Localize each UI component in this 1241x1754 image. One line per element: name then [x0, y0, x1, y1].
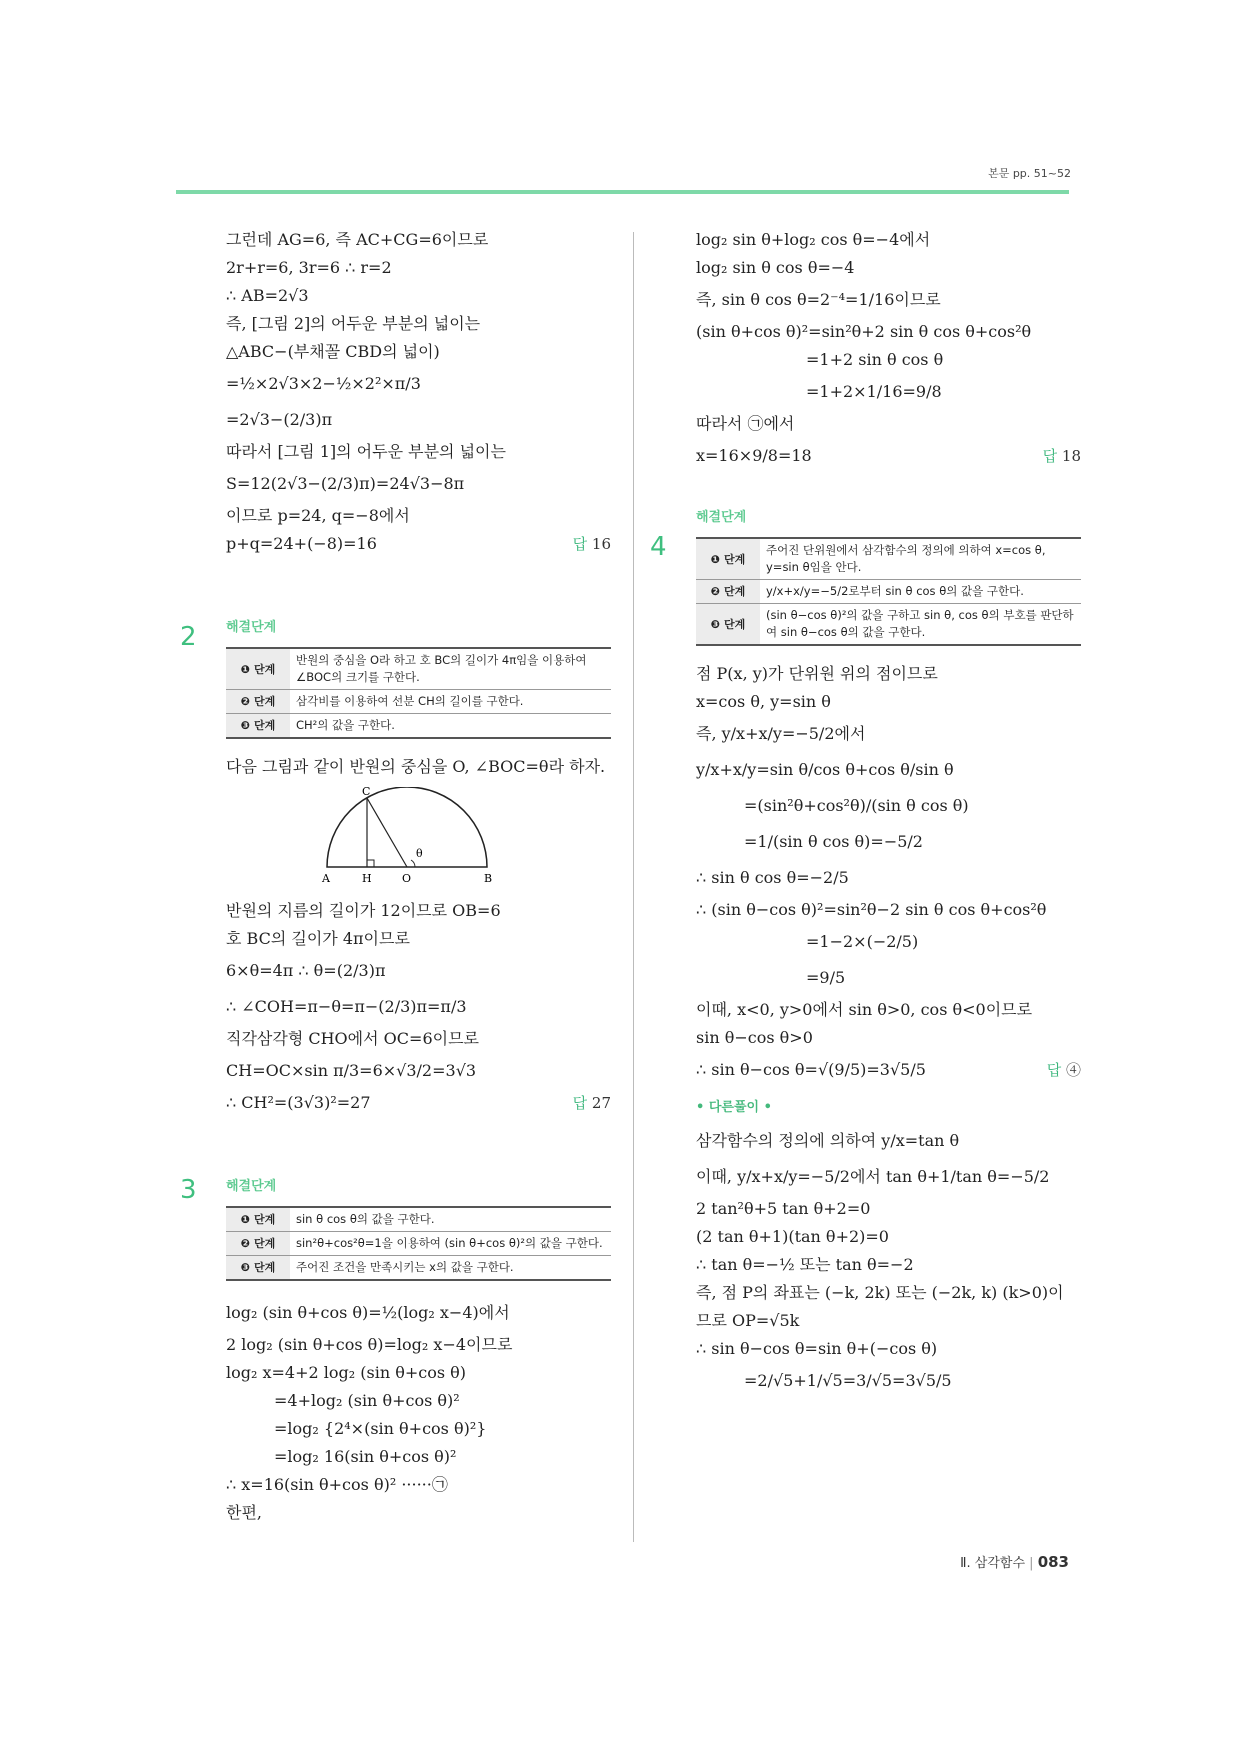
- step-text: sin²θ+cos²θ=1을 이용하여 (sin θ+cos θ)²의 값을 구한다.: [290, 1232, 611, 1256]
- p1-line: △ABC−(부채꼴 CBD의 넓이): [226, 342, 440, 361]
- step-text: 주어진 조건을 만족시키는 x의 값을 구한다.: [290, 1256, 611, 1281]
- p2-line: 다음 그림과 같이 반원의 중심을 O, ∠BOC=θ라 하자.: [226, 757, 606, 776]
- p1-line: =2√3−(2/3)π: [226, 410, 333, 429]
- p2-steps-table: [226, 647, 611, 739]
- step-label: ❷ 단계: [226, 690, 290, 714]
- p4-alt-line: 즉, 점 P의 좌표는 (−k, 2k) 또는 (−2k, k) (k>0)이: [696, 1283, 1064, 1302]
- p1-answer: 답 16: [572, 535, 611, 553]
- p4-line: =(sin²θ+cos²θ)/(sin θ cos θ): [744, 796, 969, 815]
- p3c-line: 즉, sin θ cos θ=2⁻⁴=1/16이므로: [696, 290, 941, 309]
- segment-co: [367, 798, 407, 867]
- p3-line: ∴ x=16(sin θ+cos θ)² ······㉠: [226, 1475, 448, 1494]
- problem-number: 3: [180, 1175, 197, 1205]
- p2-line: 직각삼각형 CHO에서 OC=6이므로: [226, 1029, 479, 1048]
- p4-final-line: [696, 1054, 1081, 1086]
- label-a: A: [322, 872, 330, 885]
- p4-line: ∴ sin θ cos θ=−2/5: [696, 868, 849, 887]
- p4-alt-line: 2 tan²θ+5 tan θ+2=0: [696, 1199, 871, 1218]
- problem-number: 4: [650, 532, 667, 562]
- p4-line: =1/(sin θ cos θ)=−5/2: [744, 832, 923, 851]
- page-footer: Ⅱ. 삼각함수 | 083: [960, 1553, 1069, 1571]
- p4-steps-table: [696, 537, 1081, 646]
- p1-line: ∴ AB=2√3: [226, 286, 309, 305]
- p3-line: log₂ (sin θ+cos θ)=½(log₂ x−4)에서: [226, 1303, 510, 1322]
- p3c-line: log₂ sin θ+log₂ cos θ=−4에서: [696, 230, 931, 249]
- p3c-line: (sin θ+cos θ)²=sin²θ+2 sin θ cos θ+cos²θ: [696, 322, 1032, 341]
- p2-result: ∴ CH²=(3√3)²=27: [226, 1093, 371, 1112]
- page-reference: 본문 pp. 51~52: [988, 167, 1071, 180]
- p2-stage-label: 해결단계: [226, 620, 277, 635]
- p4-answer: 답 ④: [1046, 1061, 1081, 1079]
- label-b: B: [484, 872, 493, 885]
- p4-alt-line: =2/√5+1/√5=3/√5=3√5/5: [744, 1371, 952, 1390]
- step-text: 주어진 단위원에서 삼각함수의 정의에 의하여 x=cos θ, y=sin θ임을 안다.: [760, 538, 1081, 580]
- p3-steps-table: [226, 1206, 611, 1281]
- p4-result: ∴ sin θ−cos θ=√(9/5)=3√5/5: [696, 1060, 926, 1079]
- step-label: ❷ 단계: [226, 1232, 290, 1256]
- p4-alt-line: 삼각함수의 정의에 의하여 y/x=tan θ: [696, 1131, 960, 1150]
- step-text: 삼각비를 이용하여 선분 CH의 길이를 구한다.: [290, 690, 611, 714]
- p2-line: CH=OC×sin π/3=6×√3/2=3√3: [226, 1061, 477, 1080]
- p4-alt-line: 이때, y/x+x/y=−5/2에서 tan θ+1/tan θ=−5/2: [696, 1167, 1050, 1186]
- p4-alt-line: 므로 OP=√5k: [696, 1311, 800, 1330]
- semicircle-arc: [327, 787, 487, 867]
- p3c-line: log₂ sin θ cos θ=−4: [696, 258, 855, 277]
- p4-alt-line: ∴ sin θ−cos θ=sin θ+(−cos θ): [696, 1339, 938, 1358]
- header-rule: [176, 190, 1069, 194]
- step-text: y/x+x/y=−5/2로부터 sin θ cos θ의 값을 구한다.: [760, 580, 1081, 604]
- p3-answer: 답 18: [1042, 447, 1081, 465]
- p4-line: ∴ (sin θ−cos θ)²=sin²θ−2 sin θ cos θ+cos²θ: [696, 900, 1047, 919]
- step-text: CH²의 값을 구한다.: [290, 714, 611, 739]
- step-label: ❸ 단계: [226, 714, 290, 739]
- step-label: ❸ 단계: [226, 1256, 290, 1281]
- semicircle-figure: [312, 787, 502, 887]
- p2-final-line: [226, 1091, 611, 1115]
- right-column: [696, 228, 1081, 1401]
- p3-line: =4+log₂ (sin θ+cos θ)²: [274, 1391, 460, 1410]
- right-angle-mark: [367, 860, 374, 867]
- step-text: (sin θ−cos θ)²의 값을 구하고 sin θ, cos θ의 부호를 판단하여 sin θ−cos θ의 값을 구한다.: [760, 604, 1081, 646]
- column-divider: [633, 232, 634, 1542]
- label-h: H: [362, 872, 372, 885]
- p3c-line: 따라서 ㉠에서: [696, 414, 795, 433]
- label-c: C: [362, 787, 371, 798]
- p3-line: =log₂ {2⁴×(sin θ+cos θ)²}: [274, 1419, 487, 1438]
- step-label: ❶ 단계: [226, 1207, 290, 1232]
- p3c-line: =1+2×1/16=9/8: [806, 382, 942, 401]
- p1-result: p+q=24+(−8)=16: [226, 534, 377, 553]
- step-label: ❶ 단계: [226, 648, 290, 690]
- p4-line: =1−2×(−2/5): [806, 932, 919, 951]
- p2-line: 반원의 지름의 길이가 12이므로 OB=6: [226, 901, 501, 920]
- p1-final-line: [226, 532, 611, 556]
- p4-alt-line: ∴ tan θ=−½ 또는 tan θ=−2: [696, 1255, 914, 1274]
- label-o: O: [402, 872, 412, 885]
- p4-line: 이때, x<0, y>0에서 sin θ>0, cos θ<0이므로: [696, 1000, 1033, 1019]
- p2-line: ∴ ∠COH=π−θ=π−(2/3)π=π/3: [226, 997, 467, 1016]
- chapter-title: Ⅱ. 삼각함수: [960, 1556, 1026, 1571]
- p4-line: x=cos θ, y=sin θ: [696, 692, 831, 711]
- p3c-line: =1+2 sin θ cos θ: [806, 350, 944, 369]
- p3-result: x=16×9/8=18: [696, 446, 812, 465]
- p3-line: =log₂ 16(sin θ+cos θ)²: [274, 1447, 457, 1466]
- p4-alt-line: (2 tan θ+1)(tan θ+2)=0: [696, 1227, 889, 1246]
- p3-stage-label: 해결단계: [226, 1179, 277, 1194]
- p1-line: S=12(2√3−(2/3)π)=24√3−8π: [226, 474, 465, 493]
- p4-line: 점 P(x, y)가 단위원 위의 점이므로: [696, 664, 938, 683]
- p1-line: 그런데 AG=6, 즉 AC+CG=6이므로: [226, 230, 489, 249]
- step-label: ❷ 단계: [696, 580, 760, 604]
- p2-line: 6×θ=4π ∴ θ=(2/3)π: [226, 961, 386, 980]
- label-theta: θ: [416, 847, 423, 860]
- p4-line: 즉, y/x+x/y=−5/2에서: [696, 724, 866, 743]
- p2-answer: 답 27: [572, 1094, 611, 1112]
- p3-line: 2 log₂ (sin θ+cos θ)=log₂ x−4이므로: [226, 1335, 513, 1354]
- p3-line: log₂ x=4+2 log₂ (sin θ+cos θ): [226, 1363, 467, 1382]
- p1-line: 따라서 [그림 1]의 어두운 부분의 넓이는: [226, 442, 506, 461]
- p1-line: 2r+r=6, 3r=6 ∴ r=2: [226, 258, 392, 277]
- step-label: ❸ 단계: [696, 604, 760, 646]
- p4-stage-label: 해결단계: [696, 510, 747, 525]
- p3c-final-line: [696, 440, 1081, 472]
- p2-line: 호 BC의 길이가 4π이므로: [226, 929, 410, 948]
- step-label: ❶ 단계: [696, 538, 760, 580]
- step-text: sin θ cos θ의 값을 구한다.: [290, 1207, 611, 1232]
- p3-line: 한편,: [226, 1503, 262, 1522]
- p1-line: =½×2√3×2−½×2²×π/3: [226, 374, 421, 393]
- alternate-solution-label: • 다른풀이 •: [696, 1100, 772, 1115]
- page-number: 083: [1037, 1553, 1069, 1571]
- p4-line: y/x+x/y=sin θ/cos θ+cos θ/sin θ: [696, 760, 954, 779]
- left-column: [226, 228, 611, 1529]
- p1-line: 이므로 p=24, q=−8에서: [226, 506, 410, 525]
- p4-line: =9/5: [806, 968, 846, 987]
- angle-arc: [411, 860, 415, 867]
- p4-line: sin θ−cos θ>0: [696, 1028, 813, 1047]
- p1-line: 즉, [그림 2]의 어두운 부분의 넓이는: [226, 314, 481, 333]
- step-text: 반원의 중심을 O라 하고 호 BC의 길이가 4π임을 이용하여 ∠BOC의 크기를 구한다.: [290, 648, 611, 690]
- problem-number: 2: [180, 622, 197, 652]
